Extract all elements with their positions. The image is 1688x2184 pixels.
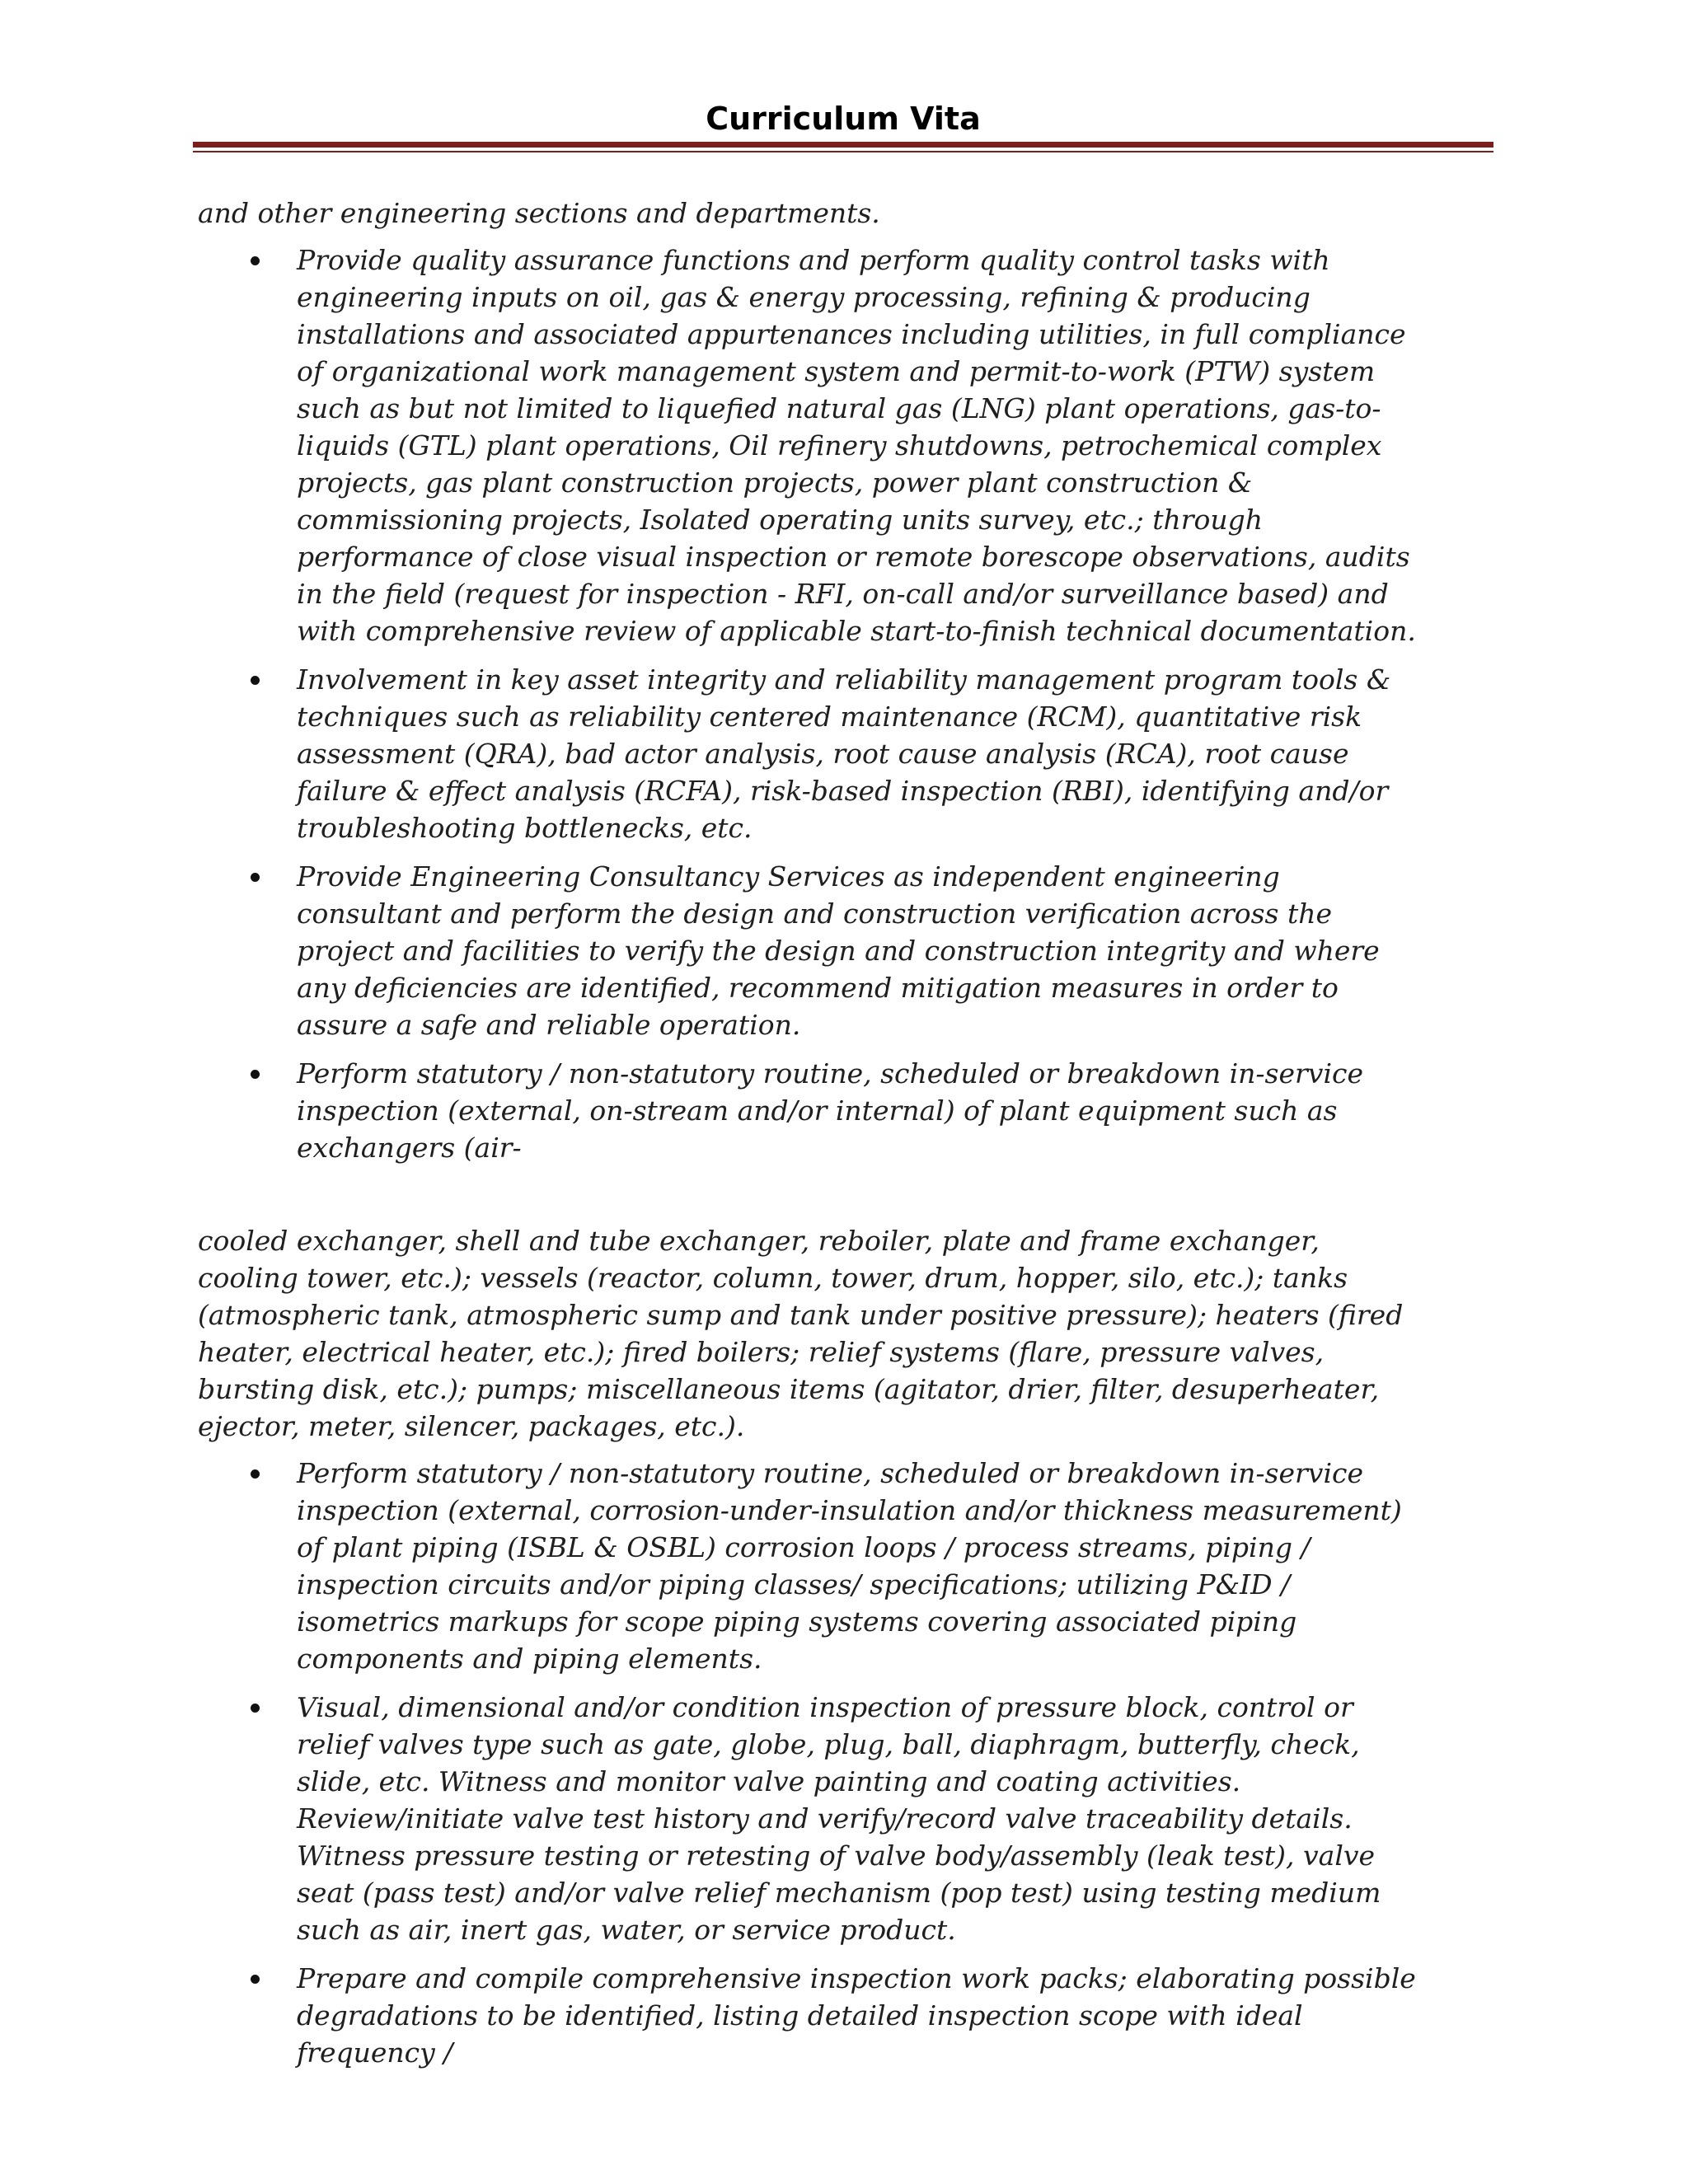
- page-header: [193, 99, 1493, 138]
- bullet-icon: [251, 873, 260, 882]
- bullet-icon: [251, 676, 260, 685]
- list-item: [198, 858, 1418, 1043]
- bullet-list-b: [198, 1455, 1418, 2071]
- list-item-text: Provide quality assurance functions and perform quality control tasks with engineering inputs on oil, gas & energy processing, refining & producing installations and associated appurtenances including utilities, in full compliance of organizational work management system and permit-to-work (PTW) system such as but not limited to liquefied natural gas (LNG) plant operations, gas-to-liquids (GTL) plant operations, Oil refinery shutdowns, petrochemical complex projects, gas plant construction projects, power plant construction & commissioning projects, Isolated operating units survey, etc.; through performance of close visual inspection or remote borescope observations, audits in the field (request for inspection - RFI, on-call and/or surveillance based) and with comprehensive review of applicable start-to-finish technical documentation.: [297, 244, 1416, 647]
- page-break-gap: [198, 1178, 1418, 1222]
- list-item-text: Involvement in key asset integrity and reliability management program tools & techniques such as reliability centered maintenance (RCM), quantitative risk assessment (QRA), bad actor analysis, root cause analysis (RCA), root cause failure & effect analysis (RCFA), risk-based inspection (RBI), identifying and/or troubleshooting bottlenecks, etc.: [297, 663, 1391, 844]
- list-item-text: Perform statutory / non-statutory routine, scheduled or breakdown in-service inspection (external, corrosion-under-insulation and/or thickness measurement) of plant piping (ISBL & OSBL) corrosion loops / process streams, piping / inspection circuits and/or piping classes/ specifications; utilizing P&ID / isometrics markups for scope piping systems covering associated piping components and piping elements.: [297, 1457, 1402, 1675]
- header-rule-thin: [193, 151, 1493, 152]
- bullet-icon: [251, 1469, 260, 1479]
- intro-paragraph: and other engineering sections and departments.: [198, 197, 880, 229]
- list-item-text: Provide Engineering Consultancy Services as independent engineering consultant and perform the design and construction verification across the project and facilities to verify the design and construction integrity and where any deficiencies are identified, recommend mitigation measures in order to assure a safe and reliable operation.: [297, 860, 1380, 1041]
- list-item-text: Visual, dimensional and/or condition inspection of pressure block, control or relief valves type such as gate, globe, plug, ball, diaphragm, butterfly, check, slide, etc. Witness and monitor valve painting and coating activities. Review/initiate valve test history and verify/record valve traceability details. Witness pressure testing or retesting of valve body/assembly (leak test), valve seat (pass test) and/or valve relief mechanism (pop test) using testing medium such as air, inert gas, water, or service product.: [297, 1691, 1381, 1946]
- list-item: [198, 1689, 1418, 1948]
- list-item-text: Prepare and compile comprehensive inspection work packs; elaborating possible degradations to be identified, listing detailed inspection scope with ideal frequency /: [297, 1962, 1416, 2069]
- bullet-list-a: [198, 241, 1418, 1166]
- list-item: [198, 661, 1418, 846]
- list-item: [198, 1960, 1418, 2071]
- bullet-icon: [251, 1975, 260, 1984]
- document-body: [198, 194, 1418, 2083]
- header-rule-thick: [193, 142, 1493, 148]
- list-item: [198, 1055, 1418, 1166]
- list-item: [198, 1455, 1418, 1677]
- bullet-icon: [251, 1704, 260, 1713]
- page-title: Curriculum Vita: [706, 101, 981, 137]
- bullet-icon: [251, 1070, 260, 1079]
- list-item: [198, 241, 1418, 649]
- bullet-icon: [251, 256, 260, 265]
- list-item-text: Perform statutory / non-statutory routine, scheduled or breakdown in-service inspection (external, on-stream and/or internal) of plant equipment such as exchangers (air-: [297, 1057, 1364, 1164]
- continuation-paragraph: cooled exchanger, shell and tube exchanger, reboiler, plate and frame exchanger, cooling tower, etc.); vessels (reactor, column, tower, drum, hopper, silo, etc.); tanks (atmospheric tank, atmospheric sump and tank under positive pressure); heaters (fired heater, electrical heater, etc.); fired boilers; relief systems (flare, pressure valves, bursting disk, etc.); pumps; miscellaneous items (agitator, drier, filter, desuperheater, ejector, meter, silencer, packages, etc.).: [198, 1225, 1404, 1442]
